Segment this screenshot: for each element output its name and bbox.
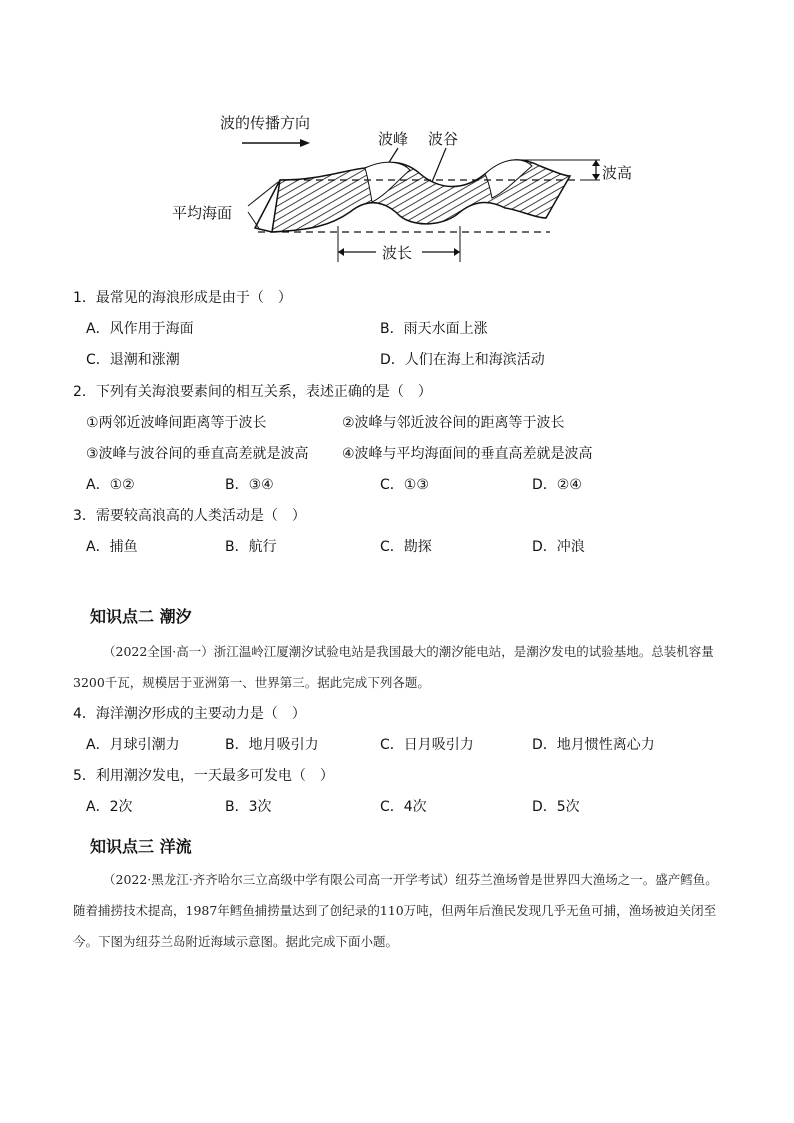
- section-2-paragraph: （2022全国·高一）浙江温岭江厦潮汐试验电站是我国最大的潮汐能电站，是潮汐发电的试验基地。总装机容量3200千瓦，规模居于亚洲第一、世界第三。据此完成下列各题。: [73, 644, 714, 690]
- trough-pointer: [432, 148, 446, 182]
- wavelength-label: 波长: [382, 244, 413, 262]
- question-1-option-c[interactable]: C．退潮和涨潮: [86, 352, 180, 368]
- wave-diagram: [160, 100, 660, 275]
- question-5-stem: 5．利用潮汐发电，一天最多可发电（ ）: [73, 768, 334, 784]
- trough-label: 波谷: [428, 130, 459, 148]
- question-3-option-a[interactable]: A．捕鱼: [86, 539, 138, 555]
- direction-arrow-icon: [242, 139, 310, 147]
- sea-level-label: 平均海面: [172, 204, 233, 222]
- question-5-option-b[interactable]: B．3次: [225, 799, 272, 815]
- wave-shape: [255, 160, 570, 232]
- crest-label: 波峰: [378, 130, 409, 148]
- question-2-option-b[interactable]: B．③④: [225, 477, 274, 493]
- section-2-heading: 知识点二 潮汐: [90, 607, 192, 626]
- question-2-statement-3: ③波峰与波谷间的垂直高差就是波高: [86, 446, 309, 462]
- height-label: 波高: [602, 164, 633, 182]
- question-5-option-d[interactable]: D．5次: [532, 799, 580, 815]
- question-1-option-d[interactable]: D．人们在海上和海滨活动: [380, 352, 545, 368]
- question-1-option-a[interactable]: A．风作用于海面: [86, 321, 194, 337]
- question-2-statement-4: ④波峰与平均海面间的垂直高差就是波高: [342, 446, 593, 462]
- question-2-option-a[interactable]: A．①②: [86, 477, 135, 493]
- question-1-option-b[interactable]: B．雨天水面上涨: [380, 321, 488, 337]
- question-2-statement-1: ①两邻近波峰间距离等于波长: [86, 415, 267, 431]
- question-4-option-a[interactable]: A．月球引潮力: [86, 737, 180, 753]
- section-3-heading: 知识点三 洋流: [90, 837, 192, 856]
- section-3-paragraph: （2022·黑龙江·齐齐哈尔三立高级中学有限公司高一开学考试）纽芬兰渔场曾是世界四大渔场之一。盛产鳕鱼。随着捕捞技术提高，1987年鳕鱼捕捞量达到了创纪录的110万吨，但两年后渔民发现几乎无鱼可捕，渔场被迫关闭至今。下图为纽芬兰岛附近海域示意图。据此完成下面小题。: [73, 872, 718, 949]
- question-1-stem: 1．最常见的海浪形成是由于（ ）: [73, 290, 292, 306]
- question-4-option-d[interactable]: D．地月惯性离心力: [532, 737, 655, 753]
- question-4-stem: 4．海洋潮汐形成的主要动力是（ ）: [73, 706, 306, 722]
- question-2-stem: 2．下列有关海浪要素间的相互关系，表述正确的是（ ）: [73, 384, 432, 400]
- question-3-option-b[interactable]: B．航行: [225, 539, 277, 555]
- question-4-option-c[interactable]: C．日月吸引力: [380, 737, 474, 753]
- question-2-option-d[interactable]: D．②④: [532, 477, 582, 493]
- question-5-option-a[interactable]: A．2次: [86, 799, 133, 815]
- question-3-option-c[interactable]: C．勘探: [380, 539, 432, 555]
- question-2-statement-2: ②波峰与邻近波谷间的距离等于波长: [342, 415, 565, 431]
- question-2-option-c[interactable]: C．①③: [380, 477, 429, 493]
- direction-label: 波的传播方向: [220, 114, 311, 132]
- question-5-option-c[interactable]: C．4次: [380, 799, 427, 815]
- question-4-option-b[interactable]: B．地月吸引力: [225, 737, 319, 753]
- question-3-option-d[interactable]: D．冲浪: [532, 539, 585, 555]
- question-3-stem: 3．需要较高浪高的人类活动是（ ）: [73, 508, 306, 524]
- crest-pointer: [388, 148, 398, 164]
